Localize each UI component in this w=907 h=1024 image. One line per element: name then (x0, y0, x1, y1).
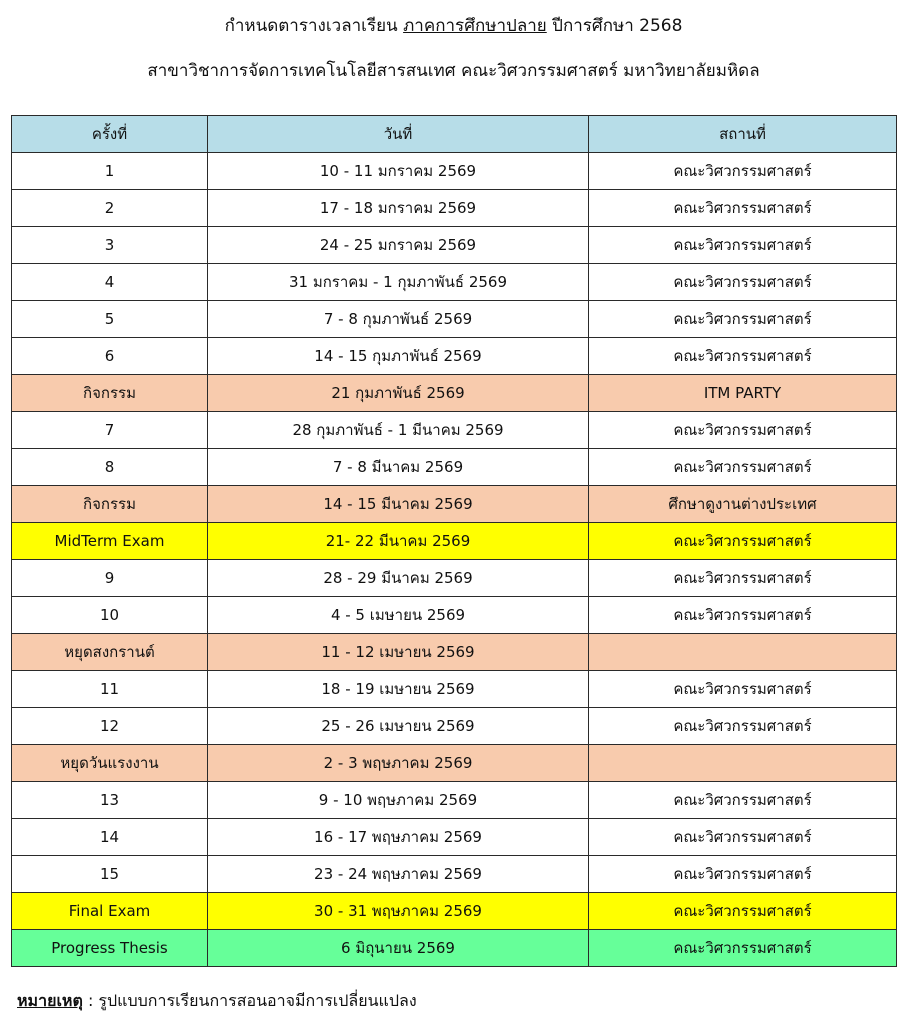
column-header-place: สถานที่ (589, 116, 897, 153)
cell-session: 4 (12, 264, 208, 301)
cell-date: 23 - 24 พฤษภาคม 2569 (208, 856, 589, 893)
cell-place: คณะวิศวกรรมศาสตร์ (589, 708, 897, 745)
table-row (12, 782, 897, 819)
cell-session: 3 (12, 227, 208, 264)
table-row (12, 856, 897, 893)
cell-place: คณะวิศวกรรมศาสตร์ (589, 153, 897, 190)
cell-place: คณะวิศวกรรมศาสตร์ (589, 856, 897, 893)
table-row (12, 486, 897, 523)
cell-date: 14 - 15 กุมภาพันธ์ 2569 (208, 338, 589, 375)
schedule-table-header (12, 116, 897, 153)
cell-place: คณะวิศวกรรมศาสตร์ (589, 449, 897, 486)
cell-date: 10 - 11 มกราคม 2569 (208, 153, 589, 190)
cell-place: คณะวิศวกรรมศาสตร์ (589, 819, 897, 856)
cell-session: หยุดวันแรงงาน (12, 745, 208, 782)
cell-date: 21 กุมภาพันธ์ 2569 (208, 375, 589, 412)
cell-place: คณะวิศวกรรมศาสตร์ (589, 560, 897, 597)
header-row (12, 116, 897, 153)
table-row (12, 412, 897, 449)
table-row (12, 190, 897, 227)
table-row (12, 560, 897, 597)
cell-place: คณะวิศวกรรมศาสตร์ (589, 301, 897, 338)
footnote-label: หมายเหตุ (17, 991, 83, 1010)
cell-date: 25 - 26 เมษายน 2569 (208, 708, 589, 745)
cell-session: 1 (12, 153, 208, 190)
footnote-separator: : (82, 991, 99, 1010)
cell-date: 6 มิถุนายน 2569 (208, 930, 589, 967)
cell-session: 8 (12, 449, 208, 486)
cell-place: ITM PARTY (589, 375, 897, 412)
table-row (12, 375, 897, 412)
table-row (12, 708, 897, 745)
cell-session: 2 (12, 190, 208, 227)
table-row (12, 301, 897, 338)
cell-date: 14 - 15 มีนาคม 2569 (208, 486, 589, 523)
title-academic-year: ปีการศึกษา 2568 (552, 16, 683, 36)
cell-date: 9 - 10 พฤษภาคม 2569 (208, 782, 589, 819)
cell-place: คณะวิศวกรรมศาสตร์ (589, 893, 897, 930)
table-row (12, 523, 897, 560)
cell-date: 28 กุมภาพันธ์ - 1 มีนาคม 2569 (208, 412, 589, 449)
cell-session: 15 (12, 856, 208, 893)
title-prefix: กำหนดตารางเวลาเรียน (224, 16, 398, 36)
table-row (12, 819, 897, 856)
schedule-table-body (12, 153, 897, 967)
cell-session: Final Exam (12, 893, 208, 930)
cell-date: 2 - 3 พฤษภาคม 2569 (208, 745, 589, 782)
cell-place: คณะวิศวกรรมศาสตร์ (589, 782, 897, 819)
cell-date: 28 - 29 มีนาคม 2569 (208, 560, 589, 597)
cell-session: กิจกรรม (12, 375, 208, 412)
cell-place: คณะวิศวกรรมศาสตร์ (589, 338, 897, 375)
title-semester: ภาคการศึกษาปลาย (403, 16, 547, 36)
cell-session: 7 (12, 412, 208, 449)
cell-session: 13 (12, 782, 208, 819)
cell-session: 11 (12, 671, 208, 708)
cell-place: คณะวิศวกรรมศาสตร์ (589, 671, 897, 708)
cell-date: 16 - 17 พฤษภาคม 2569 (208, 819, 589, 856)
footnote (17, 990, 417, 1012)
table-row (12, 671, 897, 708)
cell-date: 21- 22 มีนาคม 2569 (208, 523, 589, 560)
column-header-session: ครั้งที่ (12, 116, 208, 153)
cell-place (589, 634, 897, 671)
cell-place: คณะวิศวกรรมศาสตร์ (589, 930, 897, 967)
cell-date: 30 - 31 พฤษภาคม 2569 (208, 893, 589, 930)
table-row (12, 930, 897, 967)
table-row (12, 634, 897, 671)
cell-date: 24 - 25 มกราคม 2569 (208, 227, 589, 264)
cell-place: คณะวิศวกรรมศาสตร์ (589, 190, 897, 227)
cell-date: 4 - 5 เมษายน 2569 (208, 597, 589, 634)
schedule-table (11, 115, 897, 967)
cell-date: 11 - 12 เมษายน 2569 (208, 634, 589, 671)
cell-session: 12 (12, 708, 208, 745)
cell-session: Progress Thesis (12, 930, 208, 967)
table-row (12, 338, 897, 375)
cell-place: คณะวิศวกรรมศาสตร์ (589, 597, 897, 634)
table-row (12, 597, 897, 634)
cell-place: คณะวิศวกรรมศาสตร์ (589, 264, 897, 301)
cell-date: 31 มกราคม - 1 กุมภาพันธ์ 2569 (208, 264, 589, 301)
cell-session: หยุดสงกรานต์ (12, 634, 208, 671)
table-row (12, 449, 897, 486)
cell-date: 18 - 19 เมษายน 2569 (208, 671, 589, 708)
cell-session: 10 (12, 597, 208, 634)
title-line-2: สาขาวิชาการจัดการเทคโนโลยีสารสนเทศ คณะวิศวกรรมศาสตร์ มหาวิทยาลัยมหิดล (147, 61, 760, 81)
table-row (12, 745, 897, 782)
cell-session: 6 (12, 338, 208, 375)
cell-place: คณะวิศวกรรมศาสตร์ (589, 227, 897, 264)
cell-place: ศึกษาดูงานต่างประเทศ (589, 486, 897, 523)
cell-session: กิจกรรม (12, 486, 208, 523)
footnote-text: รูปแบบการเรียนการสอนอาจมีการเปลี่ยนแปลง (98, 991, 417, 1010)
title-line-1 (0, 15, 907, 37)
table-row (12, 227, 897, 264)
cell-date: 17 - 18 มกราคม 2569 (208, 190, 589, 227)
cell-place (589, 745, 897, 782)
cell-place: คณะวิศวกรรมศาสตร์ (589, 412, 897, 449)
cell-session: MidTerm Exam (12, 523, 208, 560)
table-row (12, 153, 897, 190)
cell-session: 5 (12, 301, 208, 338)
cell-date: 7 - 8 กุมภาพันธ์ 2569 (208, 301, 589, 338)
cell-date: 7 - 8 มีนาคม 2569 (208, 449, 589, 486)
table-row (12, 264, 897, 301)
cell-place: คณะวิศวกรรมศาสตร์ (589, 523, 897, 560)
column-header-date: วันที่ (208, 116, 589, 153)
cell-session: 9 (12, 560, 208, 597)
cell-session: 14 (12, 819, 208, 856)
table-row (12, 893, 897, 930)
